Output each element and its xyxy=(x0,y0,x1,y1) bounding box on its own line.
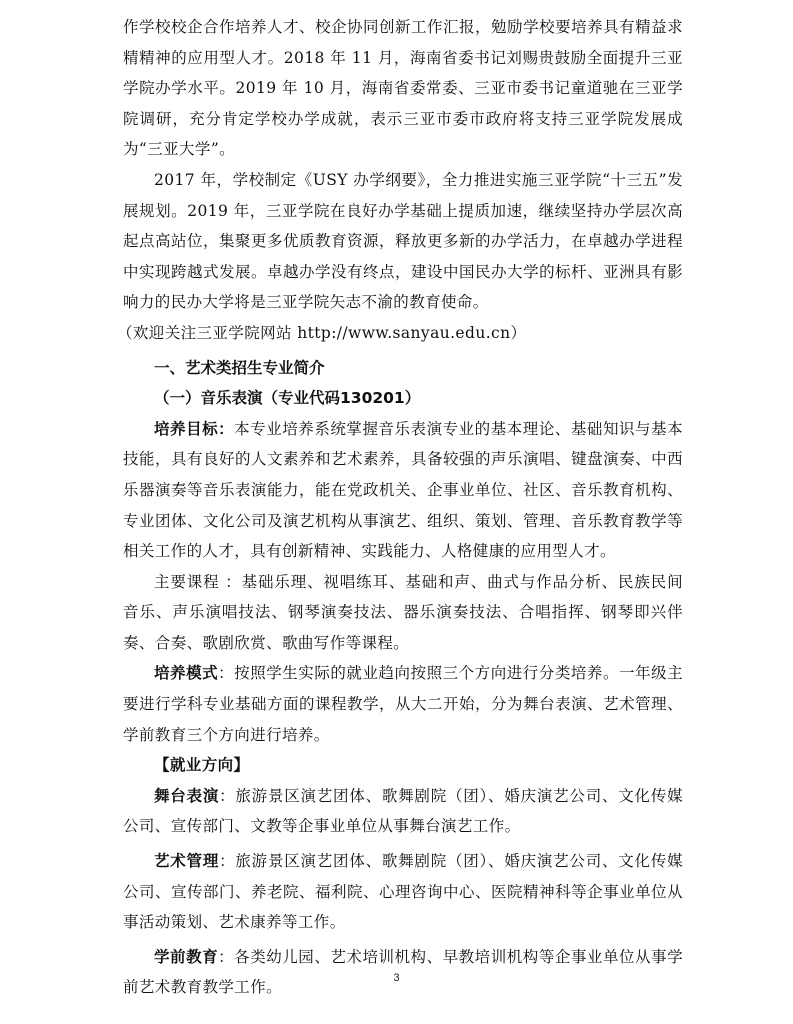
direction-label: 学前教育 xyxy=(154,947,219,966)
direction-text: ：各类幼儿园、艺术培训机构、早教培训机构等企事业单位从事学前艺术教育教学工作。 xyxy=(123,947,683,997)
direction-label: 艺术管理 xyxy=(154,852,220,871)
direction-stage-performance xyxy=(123,781,683,842)
major-heading: （一）音乐表演（专业代码130201） xyxy=(154,389,421,408)
direction-text: ：旅游景区演艺团体、歌舞剧院（团）、婚庆演艺公司、文化传媒公司、宣传部门、文教等企事业单位从事舞台演艺工作。 xyxy=(123,786,683,836)
website-note: （欢迎关注三亚学院网站 http://www.sanyau.edu.cn） xyxy=(117,323,527,342)
training-goal-paragraph xyxy=(123,414,683,567)
training-goal-label: 培养目标： xyxy=(154,419,235,438)
document-page xyxy=(117,12,683,1003)
training-goal-text: 本专业培养系统掌握音乐表演专业的基本理论、基础知识与基本技能，具有良好的人文素养和艺术素养，具备较强的声乐演唱、键盘演奏、中西乐器演奏等音乐表演能力，能在党政机关、企事业单位、社区、音乐教育机构、专业团体、文化公司及演艺机构从事演艺、组织、策划、管理、音乐教育教学等相关工作的人才，具有创新精神、实践能力、人格健康的应用型人才。 xyxy=(123,419,683,561)
direction-label: 舞台表演 xyxy=(154,786,220,805)
courses-paragraph: 主要课程 ：基础乐理、视唱练耳、基础和声、曲式与作品分析、民族民间音乐、声乐演唱技法、钢琴演奏技法、器乐演奏技法、合唱指挥、钢琴即兴伴奏、合奏、歌剧欣赏、歌曲写作等课程。 xyxy=(123,572,683,652)
training-mode-paragraph xyxy=(123,658,683,750)
page-number: 3 xyxy=(393,972,400,984)
intro-paragraph-1: 作学校校企合作培养人才、校企协同创新工作汇报，勉励学校要培养具有精益求精精神的应用型人才。2018 年 11 月，海南省委书记刘赐贵鼓励全面提升三亚学院办学水平。2019 年 10 月，海南省委常委、三亚市委书记童道驰在三亚学院调研，充分肯定学校办学成就，表示三亚市委市政府将支持三亚学院发展成为“三亚大学”。 xyxy=(123,18,683,159)
training-mode-label: 培养模式 xyxy=(154,664,219,683)
section-heading: 一、艺术类招生专业简介 xyxy=(154,358,325,377)
direction-art-management xyxy=(123,846,683,938)
employment-heading: 【就业方向】 xyxy=(154,756,250,775)
intro-paragraph-2: 2017 年，学校制定《USY 办学纲要》，全力推进实施三亚学院“十三五”发展规划。2019 年，三亚学院在良好办学基础上提质加速，继续坚持办学层次高起点高站位，集聚更多优质教育资源，释放更多新的办学活力，在卓越办学进程中实现跨越式发展。卓越办学没有终点，建设中国民办大学的标杆、亚洲具有影响力的民办大学将是三亚学院矢志不渝的教育使命。 xyxy=(123,170,683,312)
training-mode-text: ：按照学生实际的就业趋向按照三个方向进行分类培养。一年级主要进行学科专业基础方面的课程教学，从大二开始，分为舞台表演、艺术管理、学前教育三个方向进行培养。 xyxy=(123,664,683,744)
direction-text: ：旅游景区演艺团体、歌舞剧院（团）、婚庆演艺公司、文化传媒公司、宣传部门、养老院、福利院、心理咨询中心、医院精神科等企事业单位从事活动策划、艺术康养等工作。 xyxy=(123,852,683,932)
